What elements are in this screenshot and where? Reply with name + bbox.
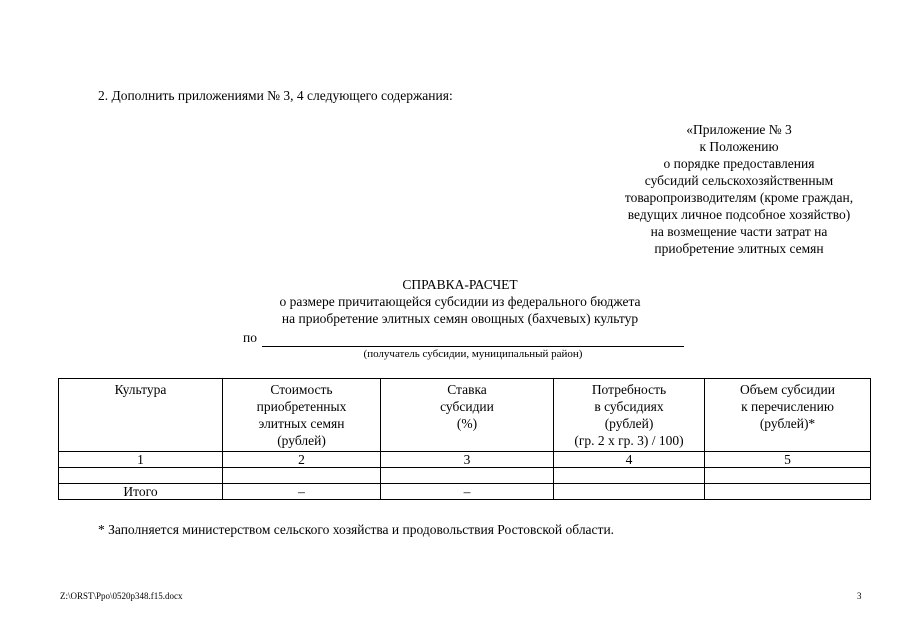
recipient-label: по: [243, 330, 257, 345]
table-cell: –: [381, 484, 554, 500]
column-header-rate: Ставка субсидии (%): [381, 379, 554, 452]
footnote: * Заполняется министерством сельского хозяйства и продовольствия Ростовской области.: [98, 522, 615, 537]
table-cell: [705, 484, 871, 500]
page-number: 3: [857, 591, 862, 601]
table-cell: 3: [381, 452, 554, 468]
annex-line: товаропроизводителям (кроме граждан,: [624, 190, 854, 205]
column-header-cost: Стоимость приобретенных элитных семян (рублей): [223, 379, 381, 452]
document-title-block: [220, 276, 700, 327]
calculation-table: [58, 378, 871, 500]
table-cell: [554, 484, 705, 500]
column-header-need: Потребность в субсидиях (рублей) (гр. 2 х гр. 3) / 100): [554, 379, 705, 452]
document-title: СПРАВКА-РАСЧЕТ: [402, 277, 518, 292]
table-cell: [381, 468, 554, 484]
file-path-footer: Z:\ORST\Ppo\0520p348.f15.docx: [60, 591, 183, 601]
recipient-hint: (получатель субсидии, муниципальный район): [363, 348, 583, 360]
document-subtitle-line: на приобретение элитных семян овощных (бахчевых) культур: [281, 311, 639, 326]
table-cell: 2: [223, 452, 381, 468]
annex-line: субсидий сельскохозяйственным: [644, 173, 834, 188]
column-header-culture: Культура: [59, 379, 223, 452]
table-header-row: [59, 379, 871, 452]
annex-line: на возмещение части затрат на: [650, 224, 828, 239]
table-cell: [554, 468, 705, 484]
annex-line: «Приложение № 3: [686, 122, 792, 137]
annex-header: [600, 121, 878, 257]
table-cell: [705, 468, 871, 484]
column-number-row: [59, 452, 871, 468]
table-cell: Итого: [59, 484, 223, 500]
table-cell: 4: [554, 452, 705, 468]
annex-line: приобретение элитных семян: [654, 241, 824, 256]
table-cell: [59, 468, 223, 484]
total-row: [59, 484, 871, 500]
table-row: [59, 468, 871, 484]
column-header-volume: Объем субсидии к перечислению (рублей)*: [705, 379, 871, 452]
annex-line: о порядке предоставления: [663, 156, 815, 171]
table-cell: 1: [59, 452, 223, 468]
table-cell: –: [223, 484, 381, 500]
table-cell: 5: [705, 452, 871, 468]
annex-line: ведущих личное подсобное хозяйство): [627, 207, 851, 222]
document-subtitle-line: о размере причитающейся субсидии из федерального бюджета: [279, 294, 641, 309]
table-cell: [223, 468, 381, 484]
recipient-fill-line: [262, 346, 684, 347]
annex-line: к Положению: [699, 139, 779, 154]
intro-paragraph: 2. Дополнить приложениями № 3, 4 следующего содержания:: [98, 88, 453, 103]
